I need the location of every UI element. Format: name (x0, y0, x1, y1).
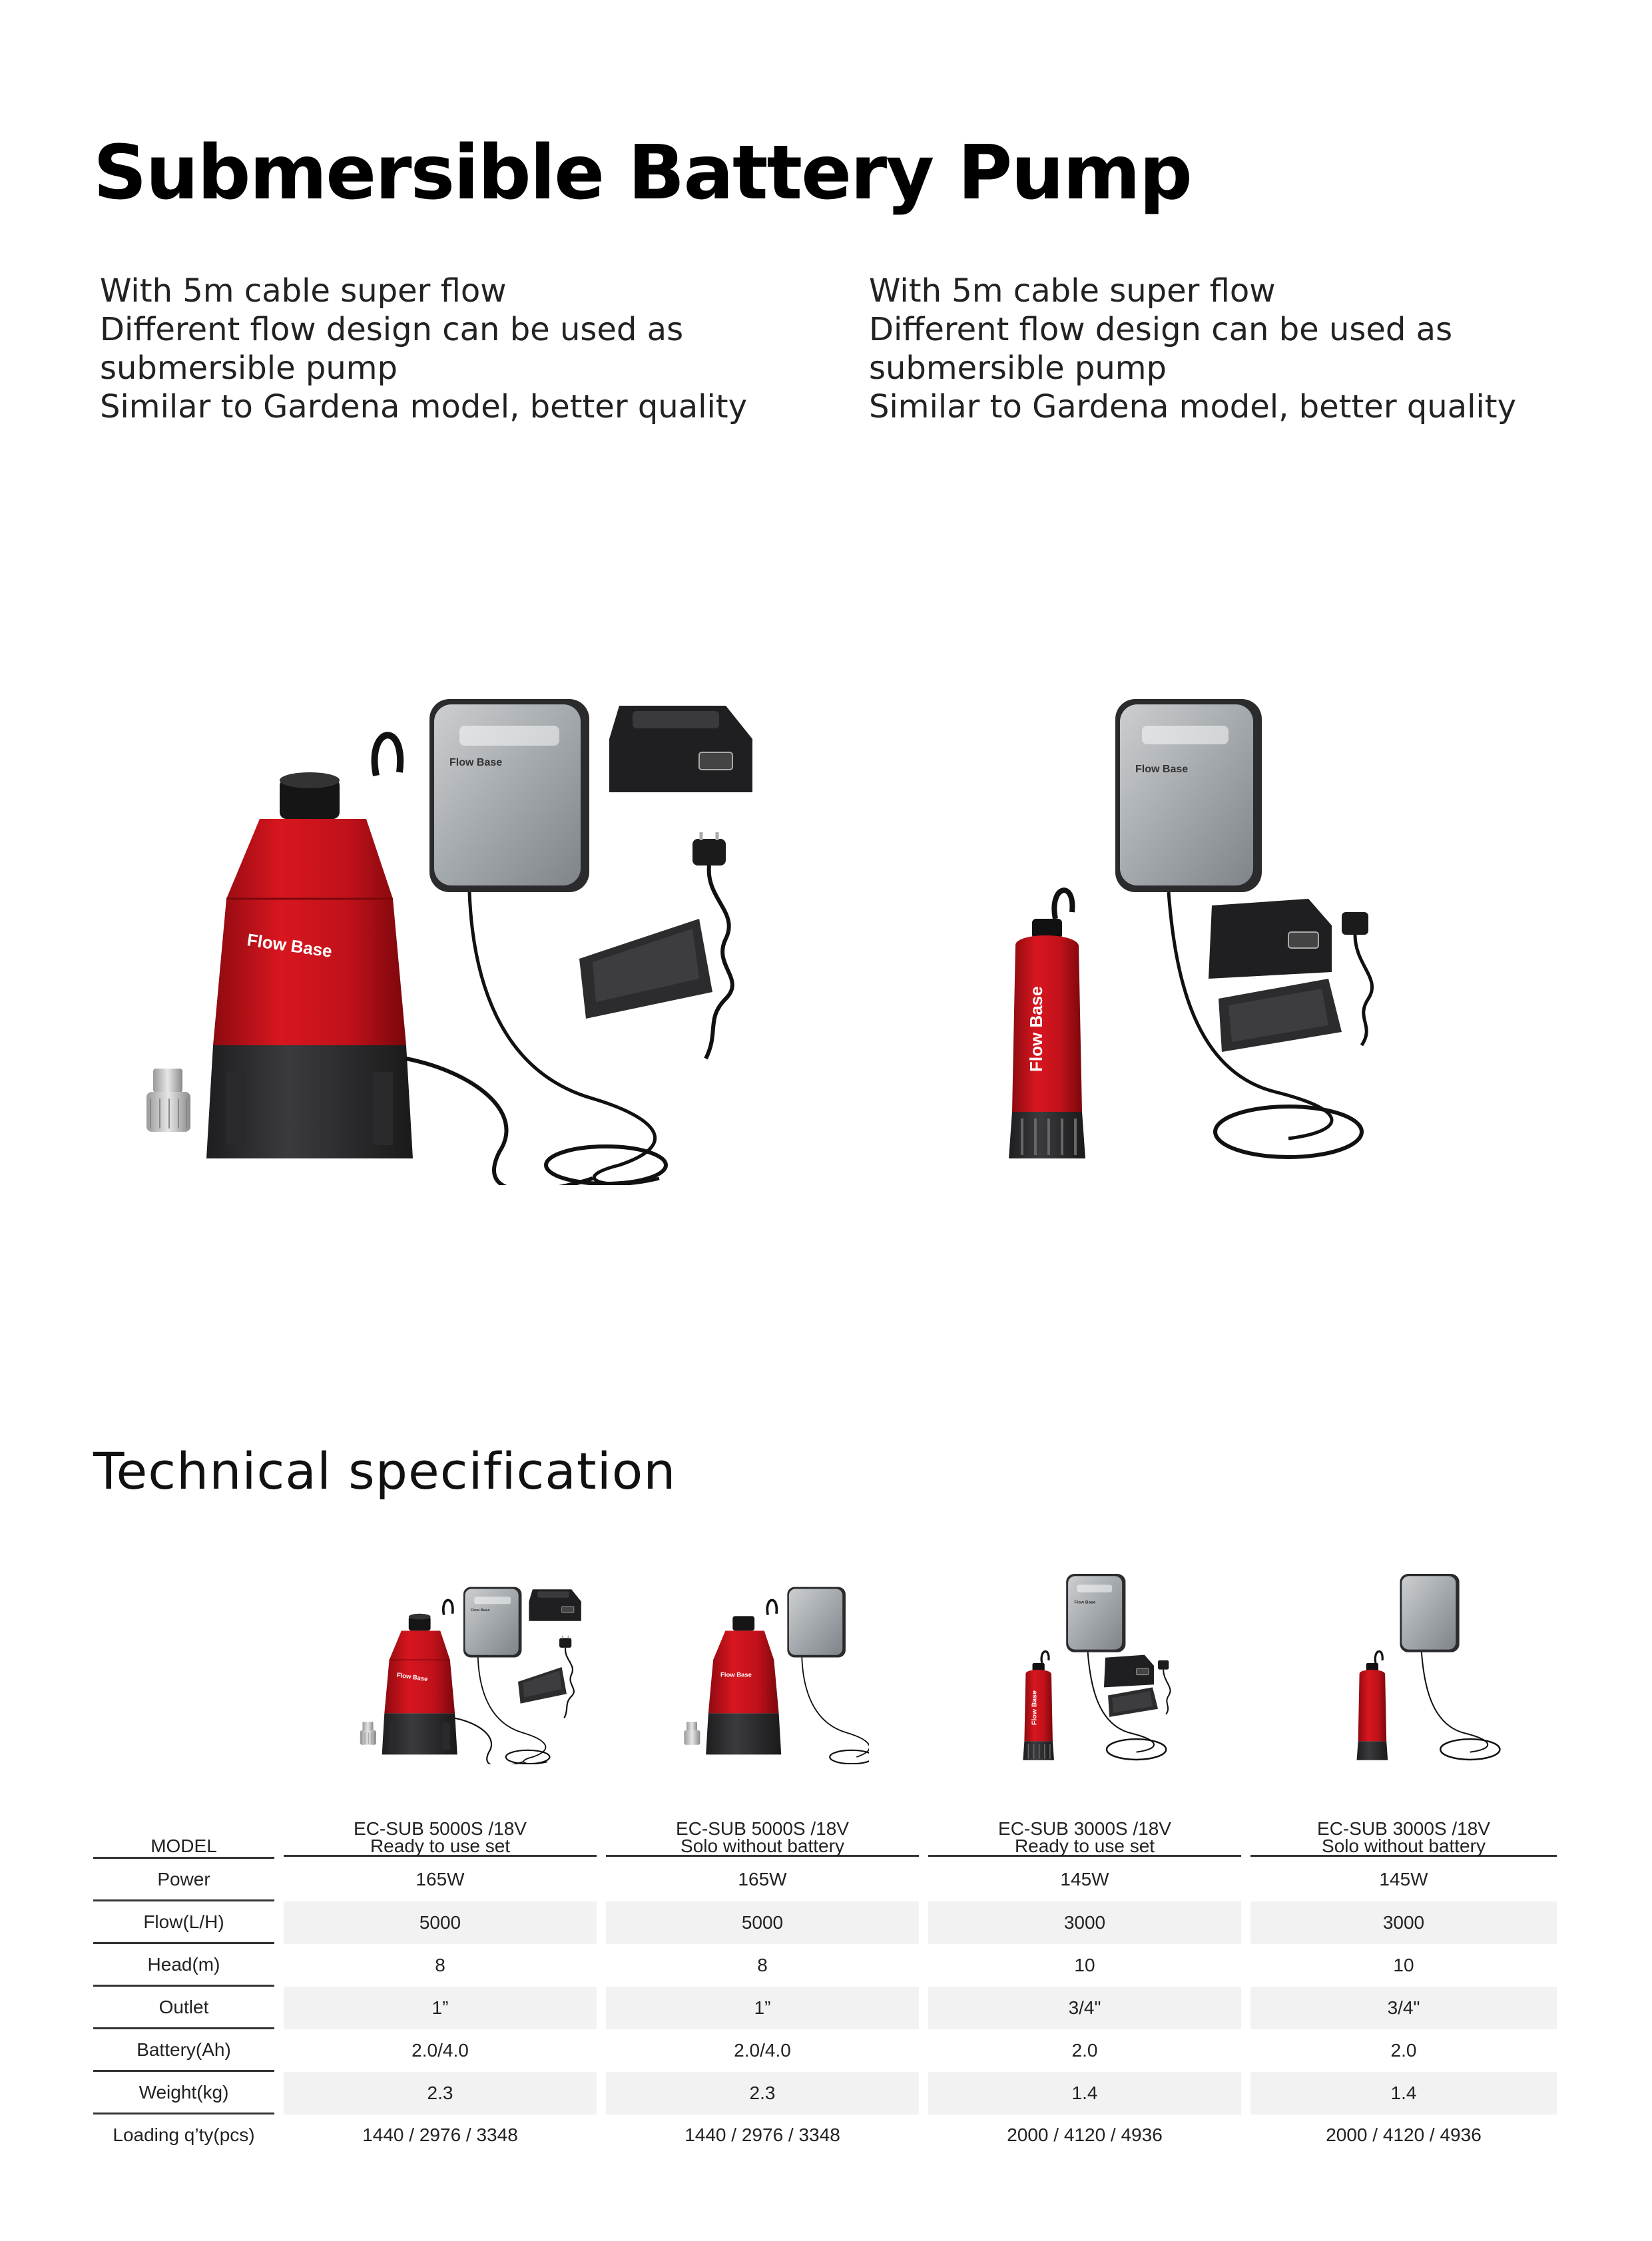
table-cell: 2.3 (284, 2072, 597, 2115)
column-header (928, 1810, 1241, 1857)
table-header-row (93, 1810, 1557, 1857)
table-cell: 145W (1060, 1868, 1109, 1889)
table-cell: 2.0 (1390, 2040, 1417, 2061)
table-cell: 145W (1379, 1868, 1428, 1889)
column-header (606, 1810, 919, 1857)
table-cell: 1440 / 2976 / 3348 (685, 2124, 840, 2145)
column-header (1250, 1810, 1557, 1857)
thumb-ec-sub-5000s-set (346, 1585, 593, 1764)
row-label: Loading q’ty(pcs) (113, 2124, 255, 2145)
model-name: EC-SUB 3000S /18V (1317, 1818, 1490, 1839)
spec-section-title: Technical specification (93, 1441, 677, 1501)
table-cell: 8 (757, 1955, 768, 1975)
table-cell: 165W (738, 1868, 787, 1889)
table-cell: 2000 / 4120 / 4936 (1326, 2124, 1482, 2145)
table-row (93, 1901, 1557, 1944)
model-variant: Ready to use set (370, 1836, 511, 1856)
row-label: Flow(L/H) (93, 1901, 274, 1944)
table-cell: 1440 / 2976 / 3348 (362, 2124, 518, 2145)
model-name: EC-SUB 5000S /18V (676, 1818, 849, 1839)
table-cell: 3/4" (1250, 1987, 1557, 2029)
feature-line: Similar to Gardena model, better quality (869, 388, 1517, 425)
table-cell: 5000 (606, 1901, 919, 1944)
page-title: Submersible Battery Pump (93, 130, 1191, 216)
table-cell: 1” (606, 1987, 919, 2029)
row-label: Head(m) (93, 1944, 274, 1987)
thumb-ec-sub-3000s-solo (1348, 1571, 1508, 1771)
feature-line: With 5m cable super flow (869, 272, 1276, 310)
table-cell: 1.4 (928, 2072, 1241, 2115)
spec-table (93, 1810, 1557, 2155)
table-cell: 1.4 (1250, 2072, 1557, 2115)
feature-line: submersible pump (869, 350, 1167, 387)
feature-line: submersible pump (100, 350, 398, 387)
feature-line: Similar to Gardena model, better quality (100, 388, 748, 425)
table-cell: 3000 (928, 1901, 1241, 1944)
table-cell: 2.0/4.0 (734, 2040, 791, 2061)
table-cell: 2.3 (606, 2072, 919, 2115)
table-cell: 2000 / 4120 / 4936 (1007, 2124, 1163, 2145)
row-label: Battery(Ah) (93, 2029, 274, 2072)
feature-line: Different flow design can be used as (100, 311, 684, 348)
feature-list-right (869, 272, 1641, 426)
table-row (93, 2072, 1557, 2115)
feature-line: With 5m cable super flow (100, 272, 507, 310)
table-row (93, 2115, 1557, 2155)
table-row (93, 2029, 1557, 2072)
table-cell: 5000 (284, 1901, 597, 1944)
table-cell: 2.0 (1071, 2040, 1098, 2061)
model-header-label: MODEL (150, 1836, 217, 1856)
feature-list-left (100, 272, 872, 426)
hero-image-large-pump-set (100, 692, 792, 1185)
model-variant: Solo without battery (681, 1836, 844, 1856)
row-label: Outlet (93, 1987, 274, 2029)
table-cell: 8 (435, 1955, 445, 1975)
row-label: Weight(kg) (93, 2072, 274, 2115)
table-cell: 3/4" (928, 1987, 1241, 2029)
table-cell: 1” (284, 1987, 597, 2029)
table-cell: 10 (1393, 1955, 1414, 1975)
feature-line: Different flow design can be used as (869, 311, 1453, 348)
thumb-ec-sub-3000s-set (1012, 1571, 1199, 1771)
table-cell: 165W (415, 1868, 465, 1889)
column-header (284, 1810, 597, 1857)
model-name: EC-SUB 3000S /18V (998, 1818, 1171, 1839)
model-variant: Solo without battery (1322, 1836, 1486, 1856)
table-cell: 10 (1074, 1955, 1095, 1975)
row-label: Power (93, 1857, 274, 1901)
model-name: EC-SUB 5000S /18V (354, 1818, 527, 1839)
table-cell: 3000 (1250, 1901, 1557, 1944)
hero-image-slim-pump-set (972, 692, 1452, 1185)
table-row (93, 1987, 1557, 2029)
table-cell: 2.0/4.0 (412, 2040, 469, 2061)
table-row (93, 1944, 1557, 1987)
thumb-ec-sub-5000s-solo (669, 1585, 869, 1764)
table-row (93, 1857, 1557, 1901)
model-variant: Ready to use set (1014, 1836, 1155, 1856)
